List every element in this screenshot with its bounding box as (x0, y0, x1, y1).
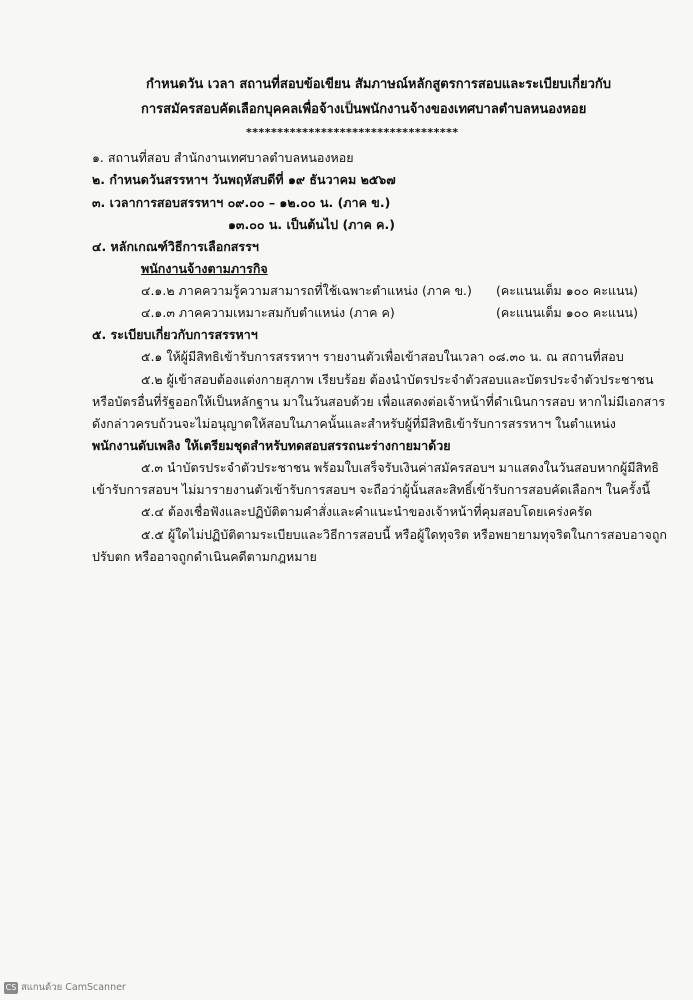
doc-title-line-2: การสมัครสอบคัดเลือกบุคคลเพื่อจ้างเป็นพนักงานจ้างของเทศบาลตำบลหนองหอย (141, 102, 587, 117)
rule-5-1: ๕.๑ ให้ผู้มีสิทธิเข้ารับการสรรหาฯ รายงานตัวเพื่อเข้าสอบในเวลา ๐๘.๓๐ น. ณ สถานที่สอบ (141, 349, 624, 364)
rule-5-3-line-1: ๕.๓ นำบัตรประจำตัวประชาชน พร้อมใบเสร็จรับเงินค่าสมัครสอบฯ มาแสดงในวันสอบหากผู้มีสิทธิ (141, 460, 659, 475)
exam-time-part-b: ๓. เวลาการสอบสรรหาฯ ๐๙.๐๐ – ๑๒.๐๐ น. (ภาค ข.) (92, 195, 391, 210)
camscanner-label: สแกนด้วย CamScanner (21, 982, 126, 993)
rule-5-2-line-3: ดังกล่าวครบถ้วนจะไม่อนุญาตให้สอบในภาคนั้นและสำหรับผู้ที่มีสิทธิเข้ารับการสรรหาฯ ในตำแหน่ง (92, 416, 616, 431)
exam-time-part-c: ๑๓.๐๐ น. เป็นต้นไป (ภาค ค.) (228, 217, 395, 232)
camscanner-watermark (4, 980, 126, 995)
camscanner-logo-icon: CS (5, 982, 17, 992)
criteria-item-4-1-2-score: (คะแนนเต็ม ๑๐๐ คะแนน) (496, 283, 638, 298)
exam-location: ๑. สถานที่สอบ สำนักงานเทศบาลตำบลหนองหอย (92, 150, 354, 165)
title-separator-stars: ********************************** (246, 126, 459, 139)
rule-5-2-line-1: ๕.๒ ผู้เข้าสอบต้องแต่งกายสุภาพ เรียบร้อย ต้องนำบัตรประจำตัวสอบและบัตรประจำตัวประชาชน (141, 372, 654, 387)
rule-5-5-line-1: ๕.๕ ผู้ใดไม่ปฏิบัติตามระเบียบและวิธีการสอบนี้ หรือผู้ใดทุจริต หรือพยายามทุจริตในการสอบอาจถูก (141, 527, 667, 542)
rule-5-4: ๕.๔ ต้องเชื่อฟังและปฏิบัติตามคำสั่งและคำแนะนำของเจ้าหน้าที่คุมสอบโดยเคร่งครัด (141, 504, 593, 519)
mission-staff-subheading: พนักงานจ้างตามภารกิจ (141, 261, 268, 276)
selection-criteria-heading: ๔. หลักเกณฑ์วิธีการเลือกสรรฯ (92, 239, 259, 254)
criteria-item-4-1-3: ๔.๑.๓ ภาคความเหมาะสมกับตำแหน่ง (ภาค ค) (141, 305, 395, 320)
rule-5-2-line-4: พนักงานดับเพลิง ให้เตรียมชุดสำหรับทดสอบสรรถนะร่างกายมาด้วย (92, 438, 451, 453)
rule-5-2-line-2: หรือบัตรอื่นที่รัฐออกให้เป็นหลักฐาน มาในวันสอบด้วย เพื่อแสดงต่อเจ้าหน้าที่ดำเนินการสอบ หากไม่มีเอกสาร (92, 394, 666, 409)
rule-5-3-line-2: เข้ารับการสอบฯ ไม่มารายงานตัวเข้ารับการสอบฯ จะถือว่าผู้นั้นสละสิทธิ์เข้ารับการสอบคัดเลือกฯ ในครั้งนี้ (92, 482, 651, 497)
doc-title-line-1: กำหนดวัน เวลา สถานที่สอบข้อเขียน สัมภาษณ์หลักสูตรการสอบและระเบียบเกี่ยวกับ (146, 77, 612, 92)
exam-rules-heading: ๕. ระเบียบเกี่ยวกับการสรรหาฯ (92, 327, 258, 342)
criteria-item-4-1-3-score: (คะแนนเต็ม ๑๐๐ คะแนน) (496, 305, 638, 320)
criteria-item-4-1-2: ๔.๑.๒ ภาคความรู้ความสามารถที่ใช้เฉพาะตำแหน่ง (ภาค ข.) (141, 283, 472, 298)
exam-date: ๒. กำหนดวันสรรหาฯ วันพฤหัสบดีที่ ๑๙ ธันวาคม ๒๕๖๗ (92, 172, 396, 187)
rule-5-5-line-2: ปรับตก หรืออาจถูกดำเนินคดีตามกฎหมาย (92, 549, 317, 564)
